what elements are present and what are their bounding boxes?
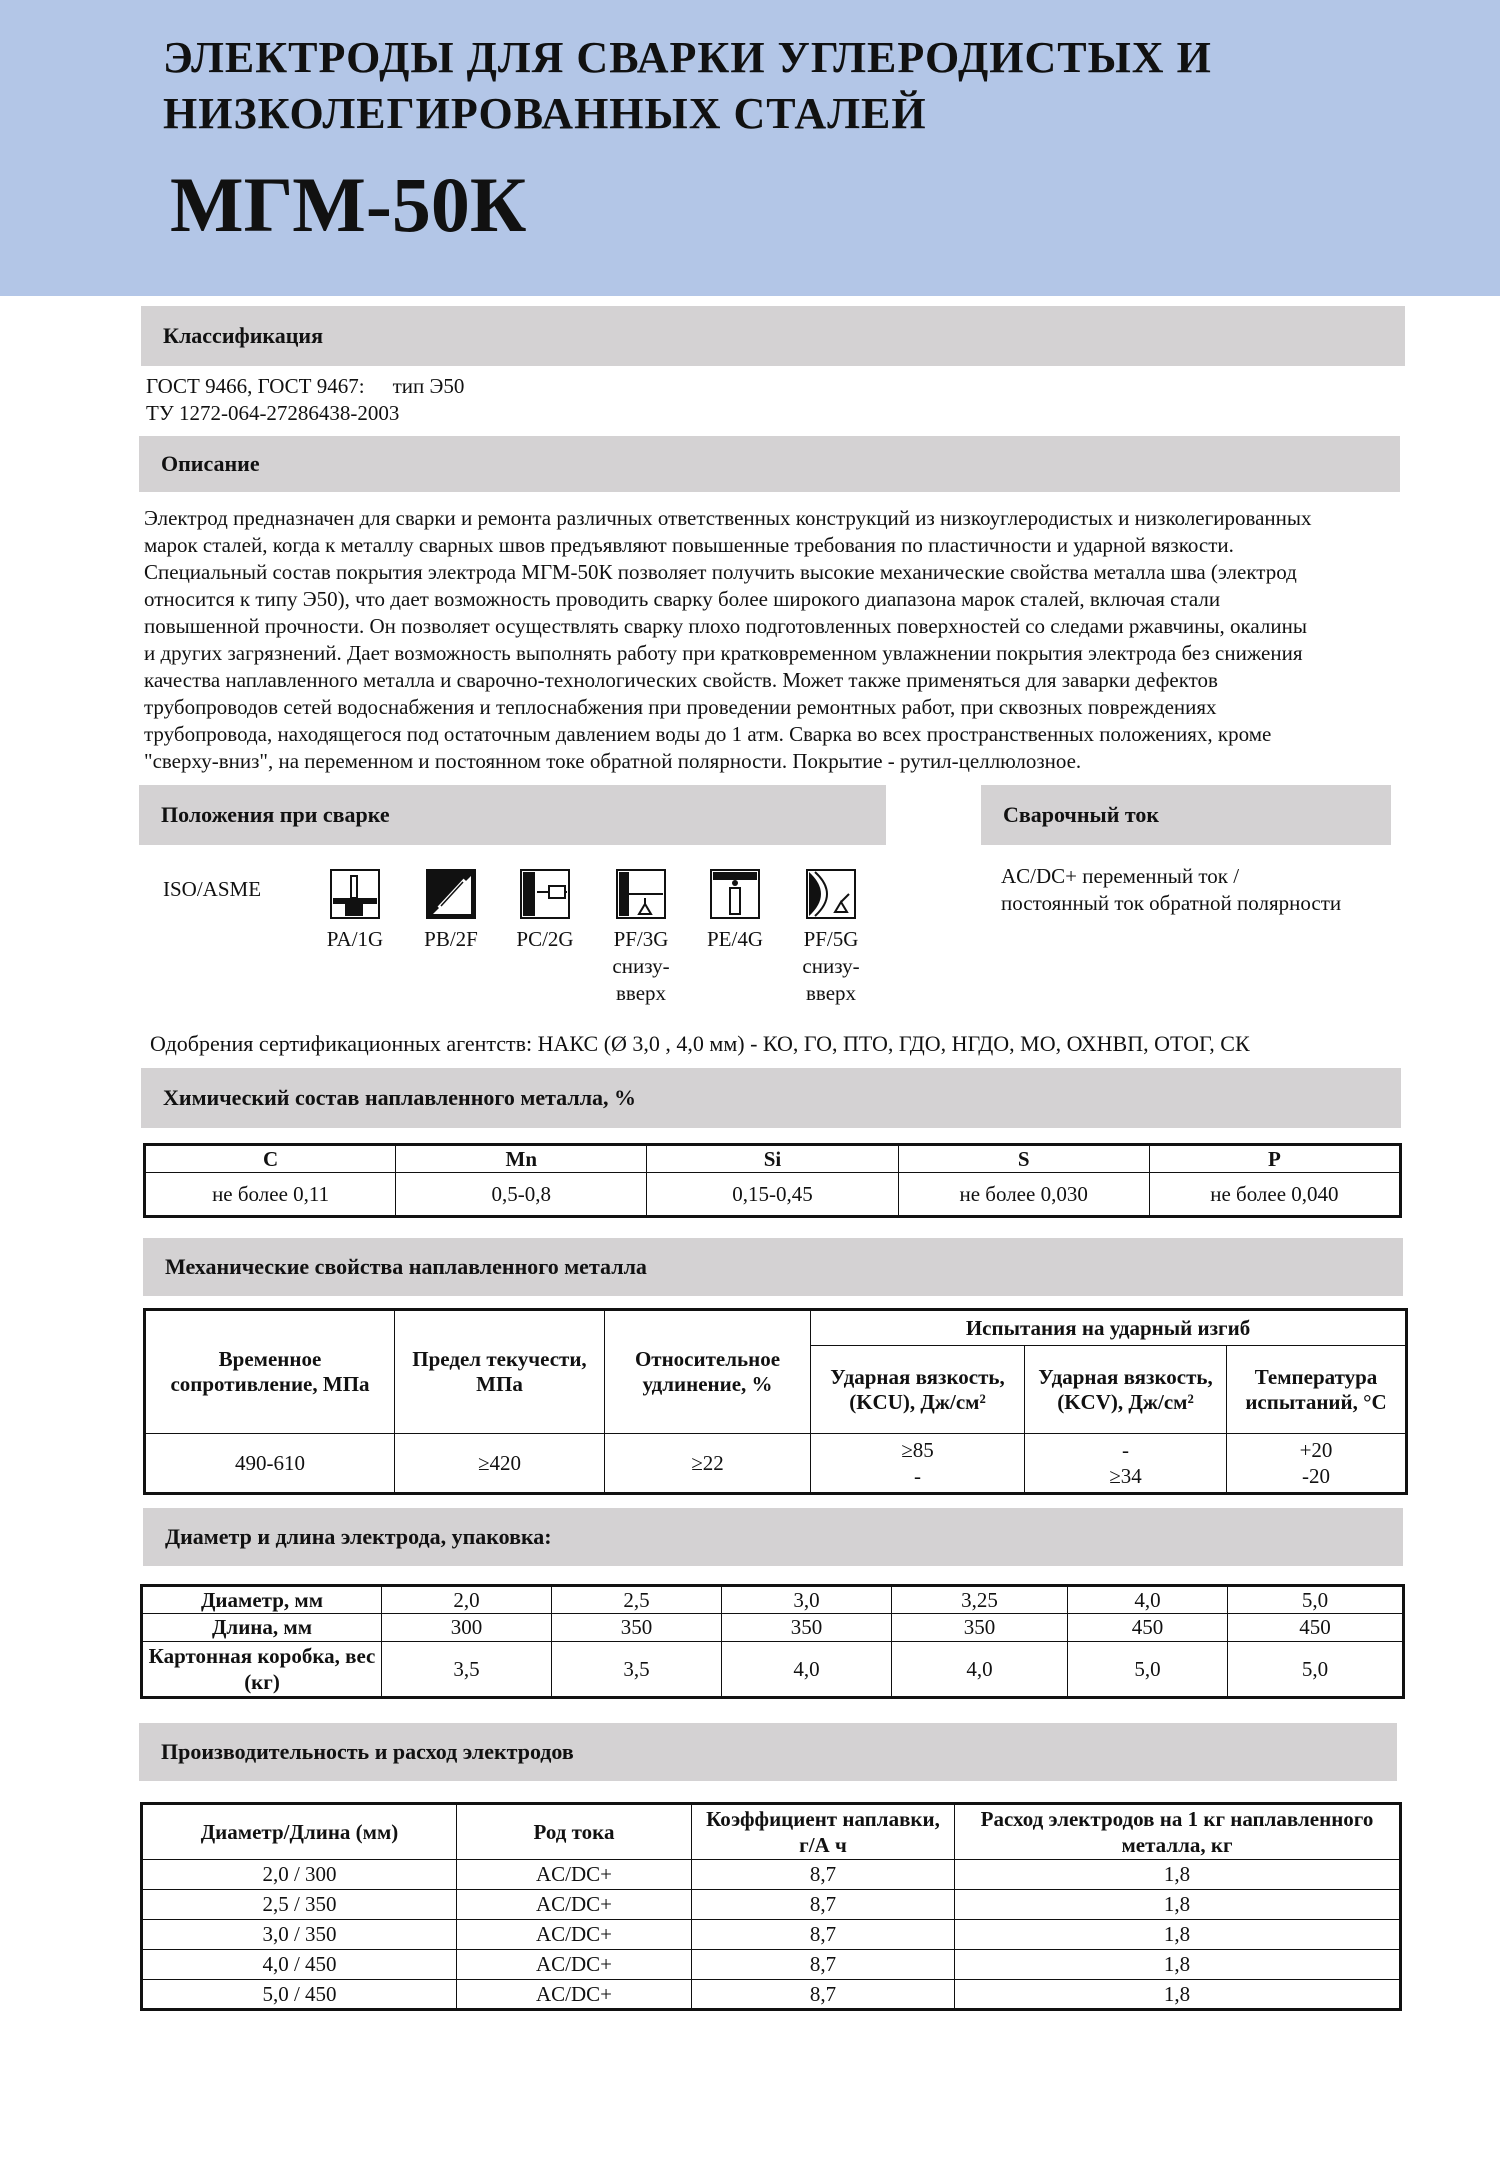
productivity-table xyxy=(140,1802,1402,2011)
mechanical-col-yield: Предел текучести, МПа xyxy=(395,1310,605,1434)
position-label: PE/4G xyxy=(706,927,763,951)
diameter-value: 4,0 xyxy=(1068,1586,1228,1614)
productivity-cell: 4,0 / 450 xyxy=(142,1950,457,1980)
productivity-cell: AC/DC+ xyxy=(457,1980,692,2010)
description-line: трубопроводов сетей водоснабжения и теплоснабжения при проведении ремонтных работ, при сквозных повреждениях xyxy=(144,695,1217,719)
diameter-value: 2,0 xyxy=(382,1586,552,1614)
box-weight-value: 4,0 xyxy=(722,1642,892,1698)
dimensions-label-box: Картонная коробка, вес (кг) xyxy=(142,1642,382,1698)
mechanical-value-elongation: ≥22 xyxy=(605,1434,811,1494)
dimensions-heading xyxy=(143,1508,1403,1566)
length-value: 300 xyxy=(382,1614,552,1642)
position-pe-4g xyxy=(695,868,775,953)
mechanical-heading-text: Механические свойства наплавленного металла xyxy=(165,1254,647,1279)
vertical-up-icon xyxy=(615,868,667,920)
table-row xyxy=(142,1980,1401,2010)
length-value: 450 xyxy=(1068,1614,1228,1642)
mechanical-value-row xyxy=(145,1434,1407,1494)
position-label: PA/1G xyxy=(326,927,384,951)
chemical-value-mn: 0,5-0,8 xyxy=(396,1173,647,1217)
horizontal-position-icon xyxy=(519,868,571,920)
position-pf-5g xyxy=(791,868,871,1007)
position-pc-2g xyxy=(505,868,585,953)
position-pf-3g xyxy=(601,868,681,1007)
description-line: качества наплавленного металла и сварочно-технологических свойств. Может также применяться для заварки дефектов xyxy=(144,668,1218,692)
productivity-col-coefficient: Коэффициент наплавки, г/А ч xyxy=(692,1804,955,1860)
productivity-cell: 8,7 xyxy=(692,1920,955,1950)
header-banner xyxy=(0,0,1500,296)
table-row xyxy=(142,1890,1401,1920)
description-heading xyxy=(139,436,1400,492)
chemical-value-si: 0,15-0,45 xyxy=(647,1173,898,1217)
dimensions-box-row xyxy=(142,1642,1404,1698)
chemical-col-mn: Mn xyxy=(396,1145,647,1173)
mechanical-col-tensile: Временное сопротивление, МПа xyxy=(145,1310,395,1434)
mechanical-value-yield: ≥420 xyxy=(395,1434,605,1494)
mechanical-value-temperature xyxy=(1227,1434,1407,1494)
description-line: марок сталей, когда к металлу сварных швов предъявляют повышенные требования по пластичности и ударной вязкости. xyxy=(144,533,1234,557)
chemical-heading-text: Химический состав наплавленного металла, % xyxy=(163,1085,637,1110)
mechanical-header-row-1 xyxy=(145,1310,1407,1346)
productivity-header-row xyxy=(142,1804,1401,1860)
diameter-value: 2,5 xyxy=(552,1586,722,1614)
title-line-2: НИЗКОЛЕГИРОВАННЫХ СТАЛЕЙ xyxy=(163,89,927,138)
mechanical-col-kcv: Ударная вязкость, (KCV), Дж/см² xyxy=(1025,1346,1227,1434)
chemical-col-c: C xyxy=(145,1145,396,1173)
classification-gost: ГОСТ 9466, ГОСТ 9467: xyxy=(146,374,365,398)
productivity-cell: 5,0 / 450 xyxy=(142,1980,457,2010)
current-heading xyxy=(981,785,1391,845)
dimensions-label-length: Длина, мм xyxy=(142,1614,382,1642)
current-heading-text: Сварочный ток xyxy=(1003,802,1160,827)
positions-heading-text: Положения при сварке xyxy=(161,802,390,827)
positions-heading xyxy=(139,785,886,845)
positions-standard: ISO/ASME xyxy=(163,877,262,901)
productivity-cell: 3,0 / 350 xyxy=(142,1920,457,1950)
diameter-value: 3,25 xyxy=(892,1586,1068,1614)
chemical-value-row xyxy=(145,1173,1401,1217)
position-label: PC/2G xyxy=(516,927,574,951)
mechanical-impact-group: Испытания на ударный изгиб xyxy=(811,1310,1407,1346)
productivity-col-diameter-length: Диаметр/Длина (мм) xyxy=(142,1804,457,1860)
productivity-cell: 1,8 xyxy=(955,1860,1401,1890)
mechanical-heading xyxy=(143,1238,1403,1296)
chemical-table xyxy=(143,1143,1402,1218)
current-line-1: AC/DC+ переменный ток / xyxy=(1001,864,1240,888)
length-value: 350 xyxy=(722,1614,892,1642)
pipe-vertical-up-icon xyxy=(805,868,857,920)
chemical-value-s: не более 0,030 xyxy=(898,1173,1149,1217)
productivity-heading xyxy=(139,1723,1397,1781)
table-row xyxy=(142,1920,1401,1950)
mechanical-col-elongation: Относительное удлинение, % xyxy=(605,1310,811,1434)
certification-approvals: Одобрения сертификационных агентств: НАКС (Ø 3,0 , 4,0 мм) - КО, ГО, ПТО, ГДО, НГДО, МО, ОХНВП, ОТОГ, СК xyxy=(150,1031,1250,1056)
description-line: и других загрязнений. Дает возможность выполнять работу при кратковременном увлажнении покрытия электрода без снижения xyxy=(144,641,1303,665)
position-pb-2f xyxy=(411,868,491,953)
dimensions-heading-text: Диаметр и длина электрода, упаковка: xyxy=(165,1524,552,1549)
temperature-value-2: -20 xyxy=(1302,1464,1330,1488)
description-line: повышенной прочности. Он позволяет осуществлять сварку плохо подготовленных поверхностей со следами ржавчины, окалины xyxy=(144,614,1307,638)
diameter-value: 5,0 xyxy=(1228,1586,1404,1614)
diameter-value: 3,0 xyxy=(722,1586,892,1614)
productivity-cell: 1,8 xyxy=(955,1950,1401,1980)
position-label: PB/2F xyxy=(424,927,478,951)
kcv-value-1: - xyxy=(1122,1438,1129,1462)
flat-position-icon xyxy=(329,868,381,920)
productivity-cell: 2,5 / 350 xyxy=(142,1890,457,1920)
box-weight-value: 3,5 xyxy=(552,1642,722,1698)
welding-positions xyxy=(315,868,875,1018)
productivity-cell: 1,8 xyxy=(955,1890,1401,1920)
dimensions-length-row xyxy=(142,1614,1404,1642)
description-line: Специальный состав покрытия электрода МГМ-50К позволяет получить высокие механические свойства металла шва (электрод xyxy=(144,560,1297,584)
description-heading-text: Описание xyxy=(161,451,260,476)
chemical-heading xyxy=(141,1068,1401,1128)
position-label: PF/5G снизу- вверх xyxy=(802,927,860,1005)
description-line: относится к типу Э50), что дает возможность проводить сварку более широкого диапазона марок сталей, включая стали xyxy=(144,587,1221,611)
chemical-col-s: S xyxy=(898,1145,1149,1173)
mechanical-value-kcu xyxy=(811,1434,1025,1494)
mechanical-table xyxy=(143,1308,1408,1495)
chemical-value-p: не более 0,040 xyxy=(1149,1173,1400,1217)
productivity-cell: 8,7 xyxy=(692,1950,955,1980)
productivity-cell: 8,7 xyxy=(692,1890,955,1920)
description-text xyxy=(144,505,1424,775)
chemical-col-si: Si xyxy=(647,1145,898,1173)
table-row xyxy=(142,1950,1401,1980)
classification-line-1 xyxy=(146,373,464,400)
description-line: "сверху-вниз", на переменном и постоянном токе обратной полярности. Покрытие - рутил-целлюлозное. xyxy=(144,749,1082,773)
kcu-value-1: ≥85 xyxy=(901,1438,934,1462)
productivity-col-consumption: Расход электродов на 1 кг наплавленного металла, кг xyxy=(955,1804,1401,1860)
title-line-1: ЭЛЕКТРОДЫ ДЛЯ СВАРКИ УГЛЕРОДИСТЫХ И xyxy=(163,33,1212,82)
description-line: трубопровода, находящегося под остаточным давлением воды до 1 атм. Сварка во всех пространственных положениях, кроме xyxy=(144,722,1272,746)
kcu-value-2: - xyxy=(914,1464,921,1488)
dimensions-table xyxy=(140,1584,1405,1699)
length-value: 350 xyxy=(892,1614,1068,1642)
classification-heading xyxy=(141,306,1405,366)
productivity-cell: 2,0 / 300 xyxy=(142,1860,457,1890)
productivity-cell: AC/DC+ xyxy=(457,1950,692,1980)
classification-heading-text: Классификация xyxy=(163,323,323,348)
mechanical-value-kcv xyxy=(1025,1434,1227,1494)
chemical-col-p: P xyxy=(1149,1145,1400,1173)
horizontal-fillet-icon xyxy=(425,868,477,920)
productivity-cell: 1,8 xyxy=(955,1920,1401,1950)
box-weight-value: 5,0 xyxy=(1068,1642,1228,1698)
temperature-value-1: +20 xyxy=(1299,1438,1333,1462)
current-line-2: постоянный ток обратной полярности xyxy=(1001,891,1342,915)
length-value: 350 xyxy=(552,1614,722,1642)
classification-line-2: ТУ 1272-064-27286438-2003 xyxy=(146,401,400,425)
productivity-col-current: Род тока xyxy=(457,1804,692,1860)
mechanical-col-temperature: Температура испытаний, °С xyxy=(1227,1346,1407,1434)
productivity-cell: AC/DC+ xyxy=(457,1860,692,1890)
box-weight-value: 4,0 xyxy=(892,1642,1068,1698)
description-line: Электрод предназначен для сварки и ремонта различных ответственных конструкций из низкоуглеродистых и низколегированных xyxy=(144,506,1312,530)
table-row xyxy=(142,1860,1401,1890)
overhead-position-icon xyxy=(709,868,761,920)
mechanical-col-kcu: Ударная вязкость, (KCU), Дж/см² xyxy=(811,1346,1025,1434)
productivity-heading-text: Производительность и расход электродов xyxy=(161,1739,574,1764)
productivity-cell: AC/DC+ xyxy=(457,1890,692,1920)
kcv-value-2: ≥34 xyxy=(1109,1464,1142,1488)
position-pa-1g xyxy=(315,868,395,953)
mechanical-value-tensile: 490-610 xyxy=(145,1434,395,1494)
productivity-cell: AC/DC+ xyxy=(457,1920,692,1950)
document-title xyxy=(163,30,1413,142)
length-value: 450 xyxy=(1228,1614,1404,1642)
position-label: PF/3G снизу- вверх xyxy=(612,927,670,1005)
dimensions-diameter-row xyxy=(142,1586,1404,1614)
productivity-cell: 1,8 xyxy=(955,1980,1401,2010)
box-weight-value: 5,0 xyxy=(1228,1642,1404,1698)
dimensions-label-diameter: Диаметр, мм xyxy=(142,1586,382,1614)
box-weight-value: 3,5 xyxy=(382,1642,552,1698)
chemical-header-row xyxy=(145,1145,1401,1173)
productivity-cell: 8,7 xyxy=(692,1980,955,2010)
product-name: МГМ-50К xyxy=(170,161,527,248)
classification-type: тип Э50 xyxy=(392,374,465,398)
productivity-cell: 8,7 xyxy=(692,1860,955,1890)
chemical-value-c: не более 0,11 xyxy=(145,1173,396,1217)
